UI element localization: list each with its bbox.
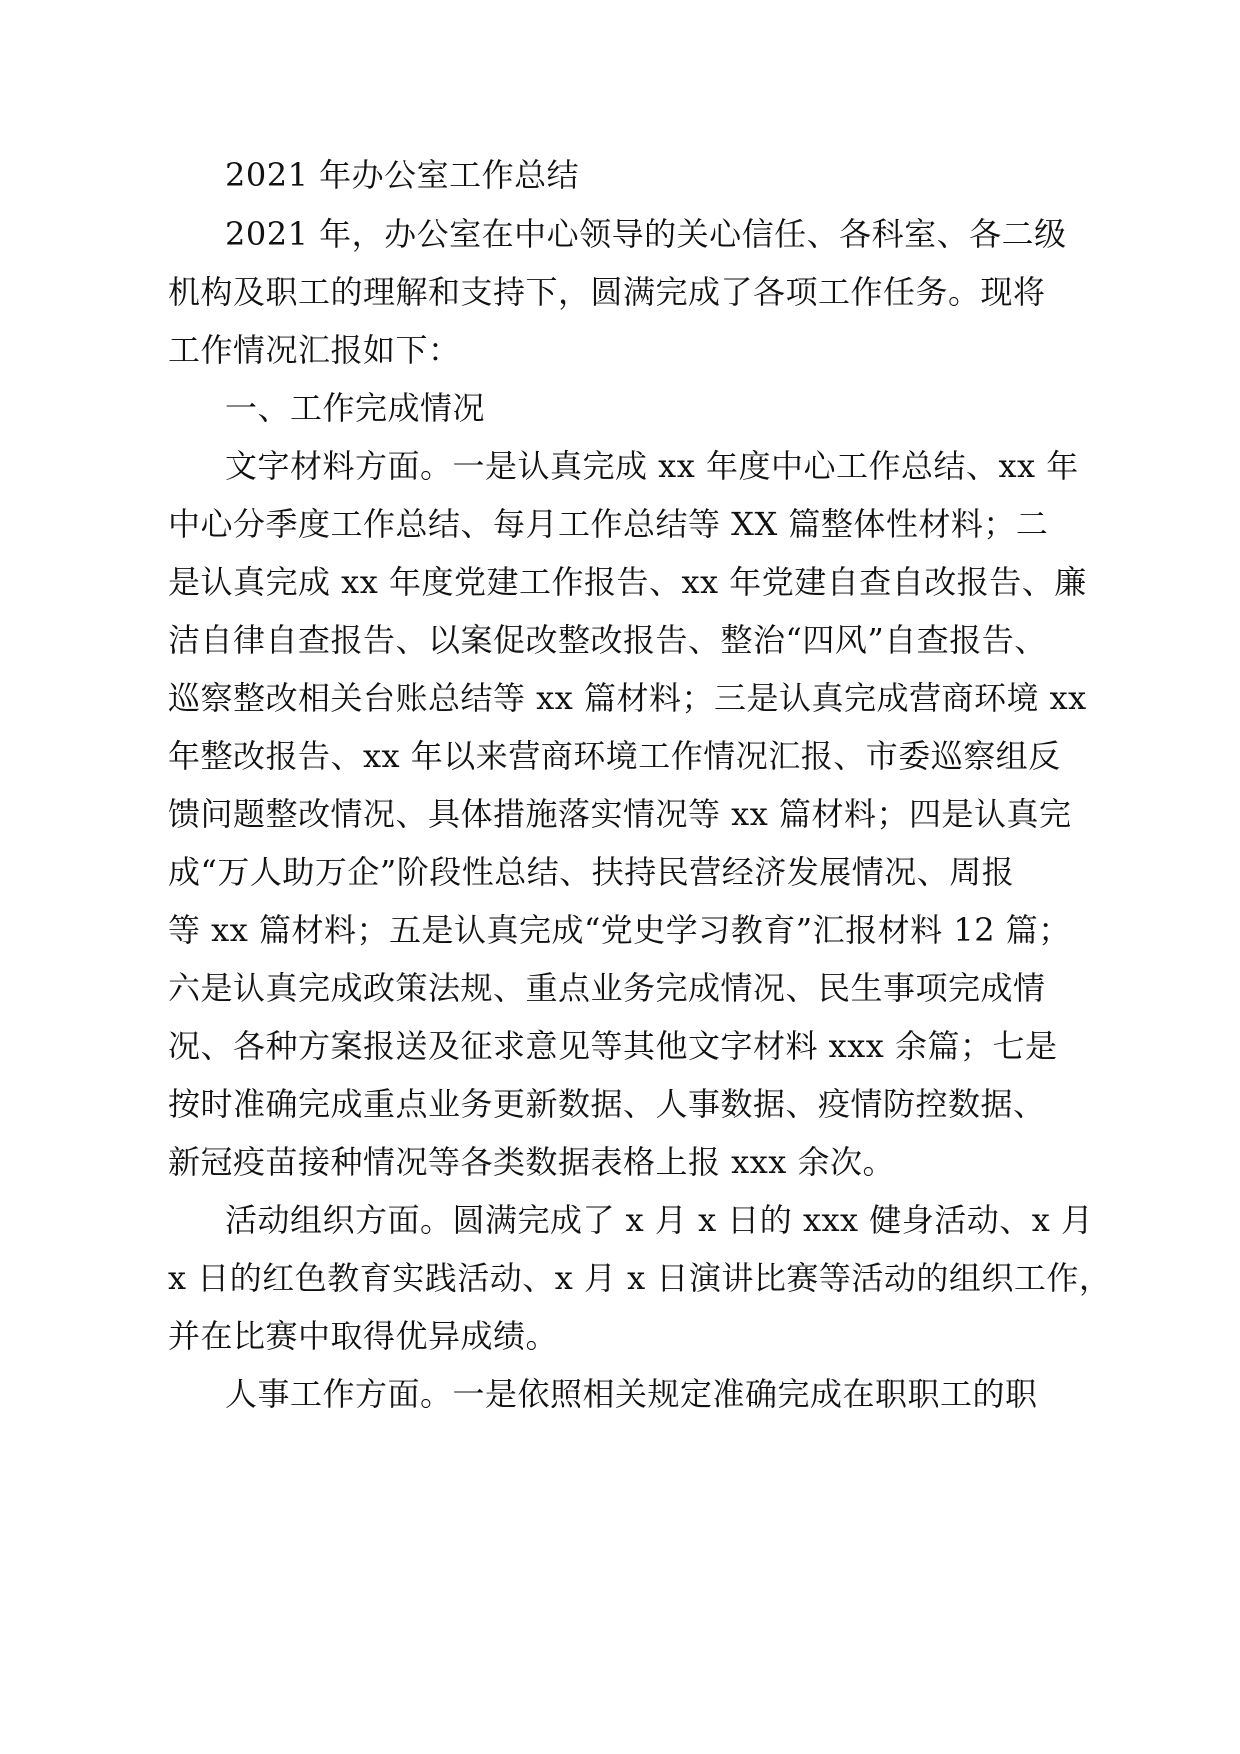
written-materials-line: 文字材料方面。一是认真完成 xx 年度中心工作总结、xx 年	[225, 447, 1079, 485]
section-heading: 一、工作完成情况	[225, 389, 486, 427]
written-materials-line: 等 xx 篇材料；五是认真完成“党史学习教育”汇报材料 12 篇；	[168, 911, 1071, 949]
written-materials-line: 年整改报告、xx 年以来营商环境工作情况汇报、市委巡察组反	[168, 737, 1061, 775]
activities-line: 并在比赛中取得优异成绩。	[168, 1317, 559, 1355]
written-materials-line: 馈问题整改情况、具体措施落实情况等 xx 篇材料；四是认真完	[168, 795, 1072, 833]
activities-line: x 日的红色教育实践活动、x 月 x 日演讲比赛等活动的组织工作，	[168, 1259, 1112, 1297]
written-materials-line: 况、各种方案报送及征求意见等其他文字材料 xxx 余篇；七是	[168, 1027, 1058, 1065]
written-materials-line: 六是认真完成政策法规、重点业务完成情况、民生事项完成情	[168, 969, 1046, 1007]
activities-line: 活动组织方面。圆满完成了 x 月 x 日的 xxx 健身活动、x 月	[225, 1201, 1094, 1239]
personnel-line: 人事工作方面。一是依照相关规定准确完成在职职工的职	[225, 1375, 1038, 1413]
written-materials-line: 洁自律自查报告、以案促改整改报告、整治“四风”自查报告、	[168, 621, 1047, 659]
intro-line: 2021 年，办公室在中心领导的关心信任、各科室、各二级	[225, 215, 1067, 253]
written-materials-line: 新冠疫苗接种情况等各类数据表格上报 xxx 余次。	[168, 1143, 895, 1181]
intro-line: 机构及职工的理解和支持下，圆满完成了各项工作任务。现将	[168, 273, 1046, 311]
written-materials-line: 成“万人助万企”阶段性总结、扶持民营经济发展情况、周报	[168, 853, 1015, 891]
intro-line: 工作情况汇报如下：	[168, 331, 461, 369]
document-title: 2021 年办公室工作总结	[225, 156, 580, 194]
written-materials-line: 按时准确完成重点业务更新数据、人事数据、疫情防控数据、	[168, 1085, 1046, 1123]
written-materials-line: 中心分季度工作总结、每月工作总结等 XX 篇整体性材料；二	[168, 505, 1049, 543]
written-materials-line: 是认真完成 xx 年度党建工作报告、xx 年党建自查自改报告、廉	[168, 563, 1087, 601]
written-materials-line: 巡察整改相关台账总结等 xx 篇材料；三是认真完成营商环境 xx	[168, 679, 1087, 717]
